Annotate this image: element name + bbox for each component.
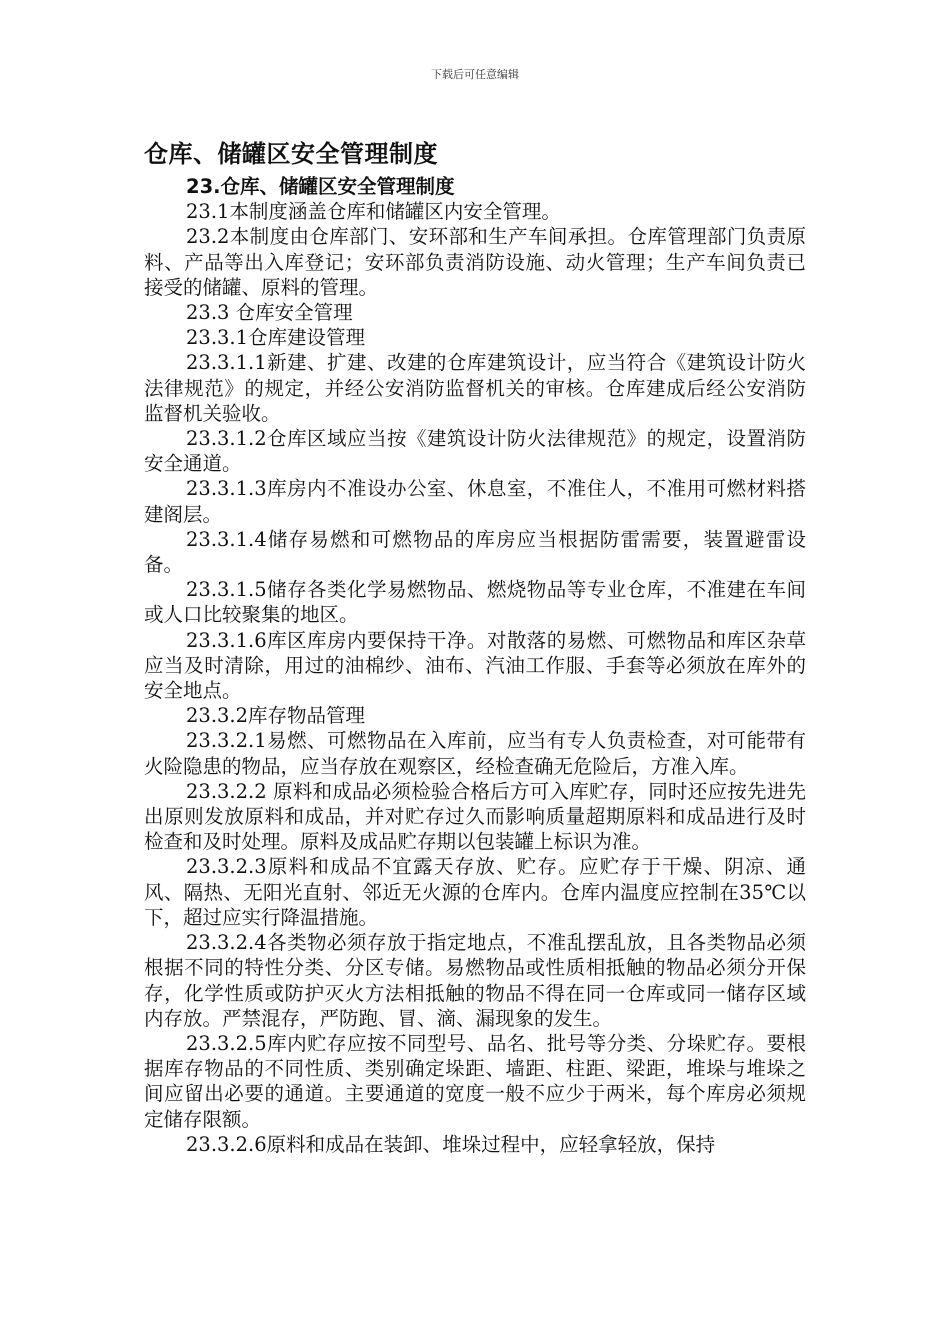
paragraph: 23.3.2.6原料和成品在装卸、堆垛过程中，应轻拿轻放，保持 — [186, 1132, 716, 1156]
paragraph: 23.3.2.1易燃、可燃物品在入库前，应当有专人负责检查，对可能带有火险隐患的物品，应当存放在观察区，经检查确无危险后，方准入库。 — [144, 729, 806, 778]
document-body — [144, 174, 806, 1157]
paragraph: 23.3.2.4各类物必须存放于指定地点，不准乱摆乱放，且各类物品必须根据不同的特性分类、分区专储。易燃物品或性质相抵触的物品必须分开保存，化学性质或防护灭火方法相抵触的物品不得在同一仓库或同一储存区域内存放。严禁混存，严防跑、冒、滴、漏现象的发生。 — [144, 931, 806, 1030]
paragraph: 23.3.1.1新建、扩建、改建的仓库建筑设计，应当符合《建筑设计防火法律规范》的规定，并经公安消防监督机关的审核。仓库建成后经公安消防监督机关验收。 — [144, 351, 806, 425]
paragraph: 23.3.1.4储存易燃和可燃物品的库房应当根据防雷需要，装置避雷设备。 — [144, 527, 806, 577]
document-title: 仓库、储罐区安全管理制度 — [144, 140, 438, 168]
paragraph: 23.3.2.3原料和成品不宜露天存放、贮存。应贮存于干燥、阴凉、通风、隔热、无阳光直射、邻近无火源的仓库内。仓库内温度应控制在35℃以下，超过应实行降温措施。 — [144, 855, 806, 929]
paragraph: 23.3 仓库安全管理 — [186, 301, 353, 325]
paragraph: 23.3.1.5储存各类化学易燃物品、燃烧物品等专业仓库，不准建在车间或人口比较聚集的地区。 — [144, 578, 806, 627]
paragraph: 23.1本制度涵盖仓库和储罐区内安全管理。 — [186, 200, 561, 224]
paragraph: 23.3.1.3库房内不准设办公室、休息室，不准住人，不准用可燃材料搭建阁层。 — [144, 477, 806, 526]
paragraph: 23.3.2.2 原料和成品必须检验合格后方可入库贮存，同时还应按先进先出原则发放原料和成品，并对贮存过久而影响质量超期原料和成品进行及时检查和及时处理。原料及成品贮存期以包装罐上标识为准。 — [144, 779, 806, 854]
paragraph: 23.2本制度由仓库部门、安环部和生产车间承担。仓库管理部门负责原料、产品等出入库登记；安环部负责消防设施、动火管理；生产车间负责已接受的储罐、原料的管理。 — [144, 225, 806, 299]
section-title: 23.仓库、储罐区安全管理制度 — [186, 175, 455, 198]
paragraph: 23.3.2.5库内贮存应按不同型号、品名、批号等分类、分垛贮存。要根据库存物品的不同性质、类别确定垛距、墙距、柱距、梁距，堆垛与堆垛之间应留出必要的通道。主要通道的宽度一般不应少于两米，每个库房必须规定储存限额。 — [144, 1031, 806, 1131]
paragraph: 23.3.1.6库区库房内要保持干净。对散落的易燃、可燃物品和库区杂草应当及时清除，用过的油棉纱、油布、汽油工作服、手套等必须放在库外的安全地点。 — [144, 628, 806, 703]
header-note: 下载后可任意编辑 — [431, 68, 519, 81]
paragraph: 23.3.2库存物品管理 — [186, 704, 366, 728]
paragraph: 23.3.1仓库建设管理 — [186, 326, 366, 350]
paragraph: 23.3.1.2仓库区域应当按《建筑设计防火法律规范》的规定，设置消防安全通道。 — [144, 427, 806, 476]
